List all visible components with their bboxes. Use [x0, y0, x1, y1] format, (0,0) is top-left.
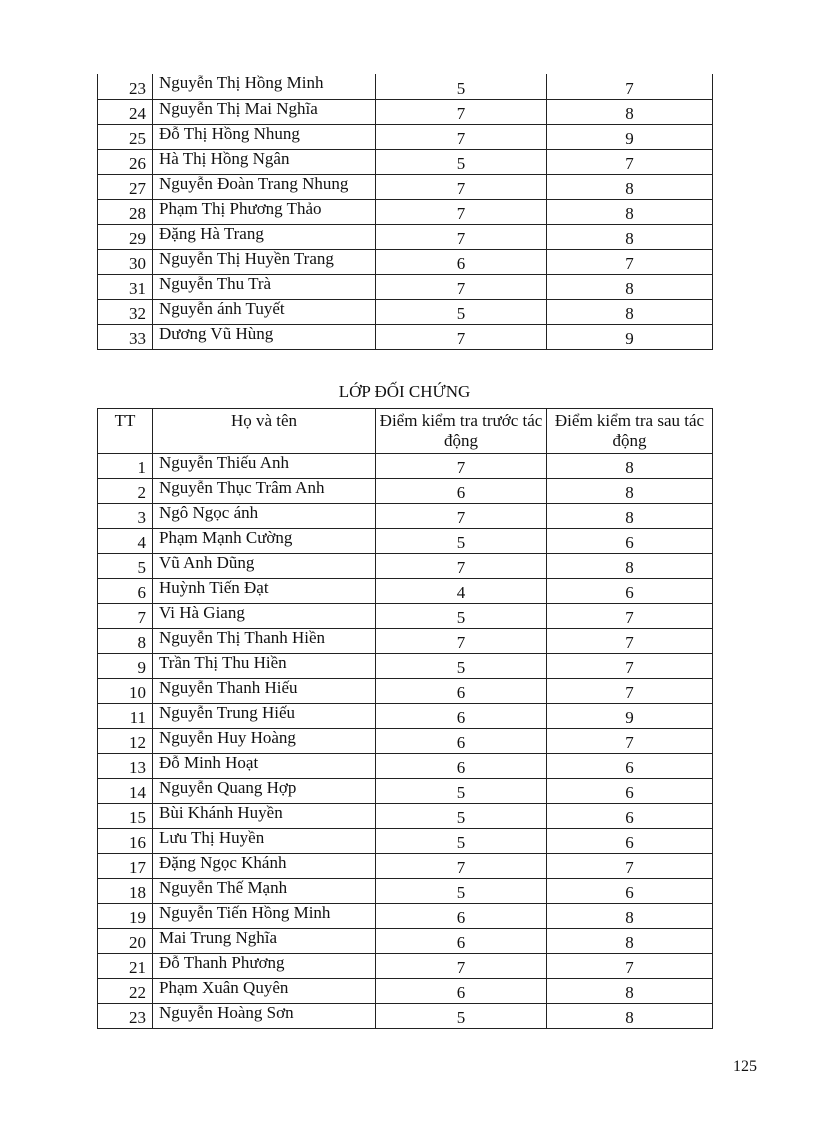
row-number: 27	[98, 174, 153, 199]
score-after: 8	[547, 979, 713, 1004]
control-class-table-body	[98, 454, 713, 1029]
score-before: 6	[376, 754, 547, 779]
score-before: 5	[376, 604, 547, 629]
row-number: 33	[98, 324, 153, 349]
row-number: 23	[98, 1004, 153, 1029]
row-number: 19	[98, 904, 153, 929]
student-name: Nguyễn Thanh Hiếu	[153, 679, 376, 704]
table-row	[98, 979, 713, 1004]
score-after: 7	[547, 74, 713, 99]
score-before: 6	[376, 729, 547, 754]
table-row	[98, 579, 713, 604]
student-name: Bùi Khánh Huyền	[153, 804, 376, 829]
table-row	[98, 629, 713, 654]
score-before: 5	[376, 879, 547, 904]
student-name: Nguyễn ánh Tuyết	[153, 299, 376, 324]
score-before: 5	[376, 654, 547, 679]
score-after: 8	[547, 1004, 713, 1029]
row-number: 29	[98, 224, 153, 249]
row-number: 1	[98, 454, 153, 479]
row-number: 6	[98, 579, 153, 604]
score-before: 5	[376, 149, 547, 174]
table-row	[98, 754, 713, 779]
header-tt: TT	[98, 409, 153, 454]
score-after: 8	[547, 224, 713, 249]
student-name: Đỗ Thị Hồng Nhung	[153, 124, 376, 149]
table-row	[98, 904, 713, 929]
student-name: Nguyễn Đoàn Trang Nhung	[153, 174, 376, 199]
student-name: Nguyễn Thị Mai Nghĩa	[153, 99, 376, 124]
score-before: 6	[376, 479, 547, 504]
table-row	[98, 879, 713, 904]
row-number: 13	[98, 754, 153, 779]
row-number: 18	[98, 879, 153, 904]
experimental-class-table	[97, 74, 713, 350]
score-before: 7	[376, 454, 547, 479]
student-name: Đỗ Thanh Phương	[153, 954, 376, 979]
table-row	[98, 124, 713, 149]
table-row	[98, 454, 713, 479]
score-after: 7	[547, 729, 713, 754]
score-after: 6	[547, 579, 713, 604]
score-after: 6	[547, 829, 713, 854]
table-row	[98, 299, 713, 324]
score-after: 8	[547, 554, 713, 579]
row-number: 14	[98, 779, 153, 804]
student-name: Nguyễn Hoàng Sơn	[153, 1004, 376, 1029]
student-name: Nguyễn Thiếu Anh	[153, 454, 376, 479]
score-after: 7	[547, 854, 713, 879]
score-before: 7	[376, 629, 547, 654]
student-name: Nguyễn Trung Hiếu	[153, 704, 376, 729]
row-number: 7	[98, 604, 153, 629]
student-name: Nguyễn Quang Hợp	[153, 779, 376, 804]
row-number: 10	[98, 679, 153, 704]
student-name: Vi Hà Giang	[153, 604, 376, 629]
control-class-table	[97, 408, 713, 1029]
score-before: 6	[376, 979, 547, 1004]
table-row	[98, 954, 713, 979]
score-before: 5	[376, 804, 547, 829]
table-row	[98, 779, 713, 804]
score-before: 5	[376, 1004, 547, 1029]
score-before: 5	[376, 299, 547, 324]
section-title: LỚP ĐỐI CHỨNG	[338, 382, 471, 401]
score-before: 7	[376, 854, 547, 879]
score-after: 8	[547, 904, 713, 929]
score-before: 6	[376, 679, 547, 704]
row-number: 8	[98, 629, 153, 654]
student-name: Nguyễn Thị Thanh Hiền	[153, 629, 376, 654]
row-number: 32	[98, 299, 153, 324]
table-row	[98, 854, 713, 879]
table-row	[98, 704, 713, 729]
score-after: 9	[547, 324, 713, 349]
score-before: 7	[376, 124, 547, 149]
table-row	[98, 804, 713, 829]
student-name: Ngô Ngọc ánh	[153, 504, 376, 529]
page-number: 125	[733, 1058, 757, 1075]
student-name: Hà Thị Hồng Ngân	[153, 149, 376, 174]
row-number: 20	[98, 929, 153, 954]
experimental-class-table-body	[98, 74, 713, 349]
row-number: 16	[98, 829, 153, 854]
score-before: 6	[376, 929, 547, 954]
student-name: Nguyễn Thế Mạnh	[153, 879, 376, 904]
row-number: 3	[98, 504, 153, 529]
student-name: Nguyễn Thu Trà	[153, 274, 376, 299]
score-before: 7	[376, 174, 547, 199]
score-after: 6	[547, 879, 713, 904]
student-name: Lưu Thị Huyền	[153, 829, 376, 854]
student-name: Nguyễn Tiến Hồng Minh	[153, 904, 376, 929]
score-after: 7	[547, 954, 713, 979]
score-before: 5	[376, 779, 547, 804]
score-after: 7	[547, 679, 713, 704]
student-name: Dương Vũ Hùng	[153, 324, 376, 349]
score-after: 7	[547, 604, 713, 629]
header-score-after: Điểm kiểm tra sau tác động	[547, 409, 713, 454]
score-after: 7	[547, 149, 713, 174]
header-name: Họ và tên	[153, 409, 376, 454]
table-row	[98, 74, 713, 99]
table-row	[98, 654, 713, 679]
student-name: Phạm Mạnh Cường	[153, 529, 376, 554]
row-number: 26	[98, 149, 153, 174]
table-row	[98, 274, 713, 299]
row-number: 24	[98, 99, 153, 124]
row-number: 30	[98, 249, 153, 274]
table-row	[98, 99, 713, 124]
table-row	[98, 174, 713, 199]
score-after: 8	[547, 274, 713, 299]
score-after: 6	[547, 754, 713, 779]
score-before: 5	[376, 74, 547, 99]
student-name: Phạm Thị Phương Thảo	[153, 199, 376, 224]
table-row	[98, 504, 713, 529]
student-name: Đặng Hà Trang	[153, 224, 376, 249]
score-before: 7	[376, 504, 547, 529]
table-row	[98, 529, 713, 554]
row-number: 5	[98, 554, 153, 579]
score-before: 6	[376, 249, 547, 274]
row-number: 31	[98, 274, 153, 299]
student-name: Phạm Xuân Quyên	[153, 979, 376, 1004]
score-after: 8	[547, 199, 713, 224]
row-number: 12	[98, 729, 153, 754]
score-after: 8	[547, 99, 713, 124]
score-after: 9	[547, 124, 713, 149]
score-after: 7	[547, 654, 713, 679]
student-name: Vũ Anh Dũng	[153, 554, 376, 579]
score-before: 4	[376, 579, 547, 604]
score-after: 6	[547, 529, 713, 554]
score-before: 7	[376, 554, 547, 579]
header-score-before: Điểm kiểm tra trước tác động	[376, 409, 547, 454]
student-name: Đỗ Minh Hoạt	[153, 754, 376, 779]
score-after: 9	[547, 704, 713, 729]
row-number: 21	[98, 954, 153, 979]
table-row	[98, 1004, 713, 1029]
score-after: 8	[547, 504, 713, 529]
row-number: 22	[98, 979, 153, 1004]
score-before: 5	[376, 529, 547, 554]
table-header-row	[98, 409, 713, 454]
table-row	[98, 829, 713, 854]
score-before: 7	[376, 199, 547, 224]
student-name: Nguyễn Thị Hồng Minh	[153, 74, 376, 99]
score-after: 8	[547, 929, 713, 954]
row-number: 15	[98, 804, 153, 829]
row-number: 4	[98, 529, 153, 554]
score-after: 6	[547, 779, 713, 804]
score-after: 8	[547, 174, 713, 199]
score-before: 7	[376, 954, 547, 979]
table-row	[98, 224, 713, 249]
table-row	[98, 324, 713, 349]
score-after: 8	[547, 454, 713, 479]
score-after: 8	[547, 299, 713, 324]
score-after: 7	[547, 249, 713, 274]
student-name: Trần Thị Thu Hiền	[153, 654, 376, 679]
row-number: 11	[98, 704, 153, 729]
table-row	[98, 929, 713, 954]
student-name: Nguyễn Thị Huyền Trang	[153, 249, 376, 274]
student-name: Mai Trung Nghĩa	[153, 929, 376, 954]
score-before: 6	[376, 704, 547, 729]
student-name: Huỳnh Tiến Đạt	[153, 579, 376, 604]
score-after: 7	[547, 629, 713, 654]
score-before: 7	[376, 99, 547, 124]
table-row	[98, 604, 713, 629]
table-row	[98, 554, 713, 579]
row-number: 28	[98, 199, 153, 224]
score-before: 7	[376, 224, 547, 249]
table-row	[98, 149, 713, 174]
score-after: 8	[547, 479, 713, 504]
table-row	[98, 479, 713, 504]
student-name: Đặng Ngọc Khánh	[153, 854, 376, 879]
score-before: 7	[376, 324, 547, 349]
student-name: Nguyễn Thục Trâm Anh	[153, 479, 376, 504]
table-row	[98, 199, 713, 224]
score-after: 6	[547, 804, 713, 829]
row-number: 2	[98, 479, 153, 504]
row-number: 17	[98, 854, 153, 879]
table-row	[98, 249, 713, 274]
table-row	[98, 729, 713, 754]
row-number: 23	[98, 74, 153, 99]
score-before: 6	[376, 904, 547, 929]
score-before: 5	[376, 829, 547, 854]
student-name: Nguyễn Huy Hoàng	[153, 729, 376, 754]
row-number: 9	[98, 654, 153, 679]
row-number: 25	[98, 124, 153, 149]
table-row	[98, 679, 713, 704]
score-before: 7	[376, 274, 547, 299]
